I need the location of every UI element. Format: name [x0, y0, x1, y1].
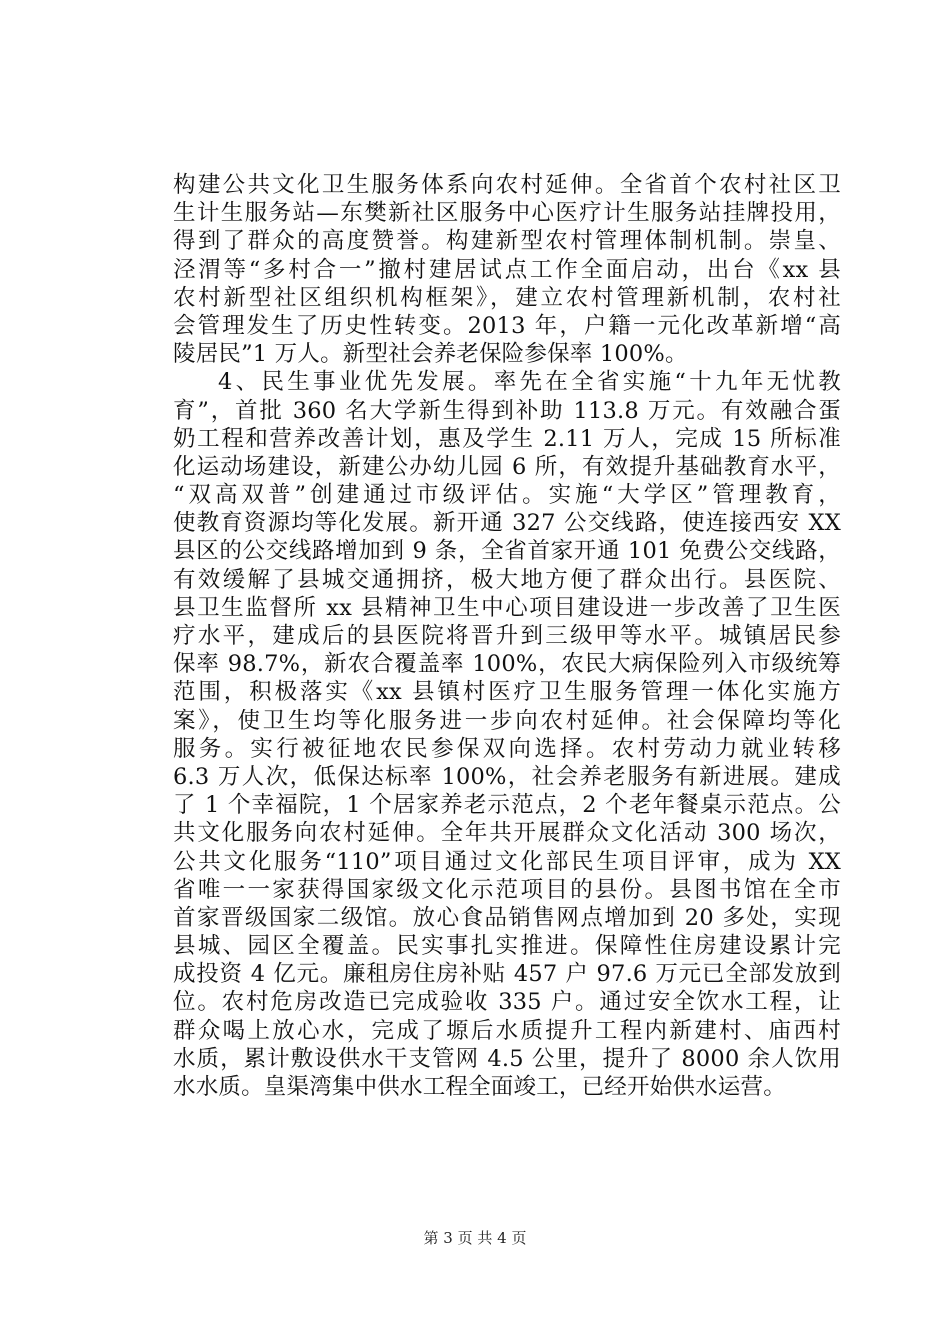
page-footer: 第 3 页 共 4 页: [423, 1229, 527, 1247]
text-line: 奶工程和营养改善计划，惠及学生 2.11 万人，完成 15 所标准: [173, 425, 841, 452]
text-line: 化运动场建设，新建公办幼儿园 6 所，有效提升基础教育水平，: [173, 453, 841, 480]
text-line: 了 1 个幸福院，1 个居家养老示范点，2 个老年餐桌示范点。公: [173, 792, 841, 819]
paragraph-1: [173, 171, 841, 368]
text-line: 会管理发生了历史性转变。2013 年，户籍一元化改革新增“高: [173, 312, 841, 339]
text-line: 位。农村危房改造已完成验收 335 户。通过安全饮水工程，让: [173, 989, 841, 1016]
text-line: 生计生服务站—东樊新社区服务中心医疗计生服务站挂牌投用，: [173, 200, 841, 227]
text-line: “双高双普”创建通过市级评估。实施“大学区”管理教育，: [173, 482, 841, 509]
text-line: 水质，累计敷设供水干支管网 4.5 公里，提升了 8000 余人饮用: [173, 1045, 841, 1072]
text-line: 县卫生监督所 xx 县精神卫生中心项目建设进一步改善了卫生医: [173, 594, 841, 621]
text-line: 县区的公交线路增加到 9 条，全省首家开通 101 免费公交线路，: [173, 538, 841, 565]
text-line: 县城、园区全覆盖。民实事扎实推进。保障性住房建设累计完: [173, 933, 841, 960]
text-line: 构建公共文化卫生服务体系向农村延伸。全省首个农村社区卫: [173, 172, 841, 198]
text-line: 育”，首批 360 名大学新生得到补助 113.8 万元。有效融合蛋: [173, 397, 841, 424]
text-line: 得到了群众的高度赞誉。构建新型农村管理体制机制。崇皇、: [173, 228, 841, 255]
text-line: 成投资 4 亿元。廉租房住房补贴 457 户 97.6 万元已全部发放到: [173, 961, 841, 988]
text-line: 有效缓解了县城交通拥挤，极大地方便了群众出行。县医院、: [173, 566, 841, 593]
text-line: 省唯一一家获得国家级文化示范项目的县份。县图书馆在全市: [173, 876, 841, 903]
text-line: 水水质。皇渠湾集中供水工程全面竣工，已经开始供水运营。: [173, 1074, 786, 1100]
paragraph-2: [173, 368, 841, 1101]
text-line: 农村新型社区组织机构框架》，建立农村管理新机制，农村社: [173, 284, 841, 311]
text-line: 疗水平，建成后的县医院将晋升到三级甲等水平。城镇居民参: [173, 623, 841, 649]
text-line: 4、民生事业优先发展。率先在全省实施“十九年无忧教: [218, 369, 841, 396]
text-line: 泾渭等“多村合一”撤村建居试点工作全面启动，出台《xx 县: [173, 256, 841, 283]
text-line: 服务。实行被征地农民参保双向选择。农村劳动力就业转移: [173, 735, 841, 762]
text-line: 首家晋级国家二级馆。放心食品销售网点增加到 20 多处，实现: [173, 904, 841, 931]
text-line: 公共文化服务“110”项目通过文化部民生项目评审，成为 XX: [173, 848, 841, 875]
body-text: [173, 171, 841, 1101]
text-line: 共文化服务向农村延伸。全年共开展群众文化活动 300 场次，: [173, 820, 841, 847]
text-line: 案》，使卫生均等化服务进一步向农村延伸。社会保障均等化: [173, 707, 841, 734]
text-line: 使教育资源均等化发展。新开通 327 公交线路，使连接西安 XX: [173, 510, 841, 537]
text-line: 陵居民”1 万人。新型社会养老保险参保率 100%。: [173, 341, 688, 368]
text-line: 6.3 万人次，低保达标率 100%，社会养老服务有新进展。建成: [173, 763, 841, 790]
text-line: 保率 98.7%，新农合覆盖率 100%，农民大病保险列入市级统筹: [173, 651, 841, 678]
text-line: 群众喝上放心水，完成了塬后水质提升工程内新建村、庙西村: [173, 1017, 841, 1044]
text-line: 范围，积极落实《xx 县镇村医疗卫生服务管理一体化实施方: [173, 679, 841, 706]
